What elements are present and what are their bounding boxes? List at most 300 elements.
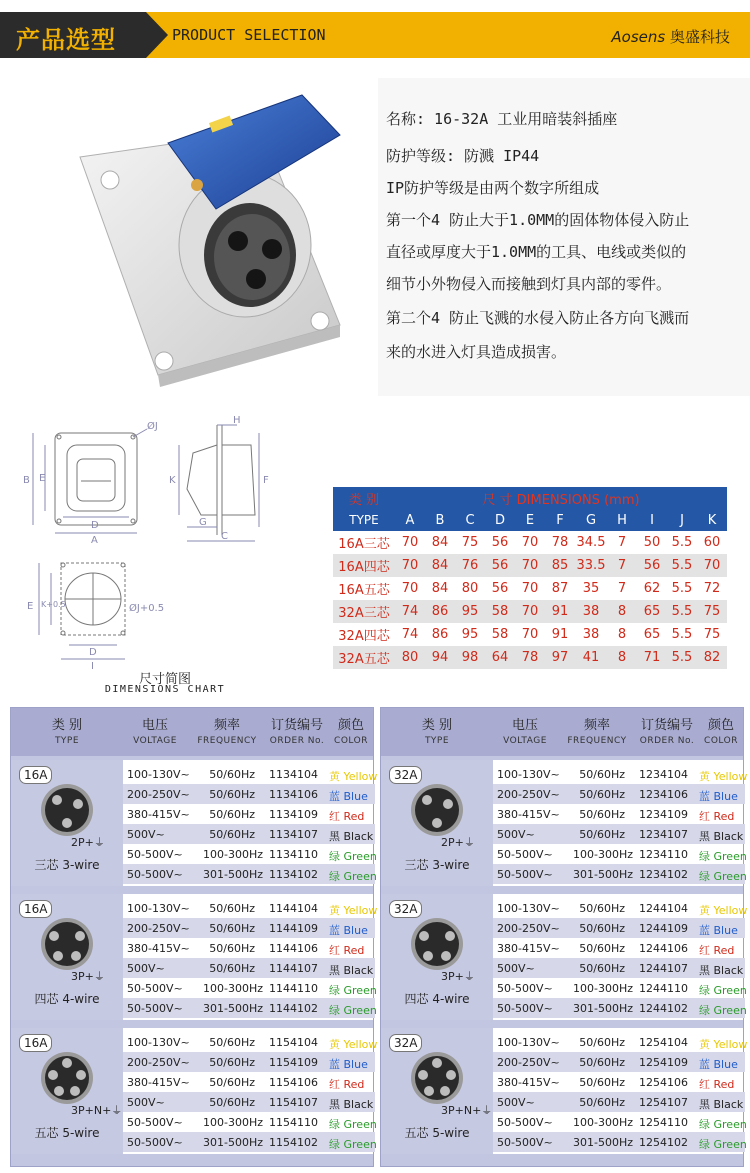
color-value: 蓝 Blue xyxy=(329,790,368,803)
dim-value: 80 xyxy=(455,577,485,600)
color-value: 黄 Yellow xyxy=(699,1038,748,1051)
dim-value: 86 xyxy=(425,600,455,623)
voltage-value: 50-500V~ xyxy=(127,1136,183,1149)
dim-row-type: 16A五芯 xyxy=(333,577,395,600)
order-number: 1234109 xyxy=(639,808,688,821)
order-number: 1154106 xyxy=(269,1076,318,1089)
order-number: 1134102 xyxy=(269,868,318,881)
header-voltage-en: VOLTAGE xyxy=(503,736,547,746)
voltage-value: 100-130V~ xyxy=(127,1036,190,1049)
color-value: 黄 Yellow xyxy=(699,904,748,917)
pin-config: 3P+N+⏚ xyxy=(441,1104,493,1117)
dim-value: 70 xyxy=(395,531,425,554)
spec-row xyxy=(493,1132,745,1152)
dim-value: 70 xyxy=(395,554,425,577)
voltage-value: 50-500V~ xyxy=(127,868,183,881)
spec-row xyxy=(123,898,378,918)
voltage-value: 500V~ xyxy=(127,828,165,841)
header-order-en: ORDER No. xyxy=(639,736,695,746)
color-value: 绿 Green xyxy=(699,1004,747,1017)
color-value: 黑 Black xyxy=(699,964,744,977)
header-frequency-cn: 频率 xyxy=(213,718,240,733)
dim-value: 5.5 xyxy=(667,623,697,646)
dim-value: 85 xyxy=(545,554,575,577)
info-line: 名称: 16-32A 工业用暗装斜插座 xyxy=(386,110,618,128)
header-order-cn: 订货编号 xyxy=(640,718,693,733)
dim-value: 97 xyxy=(545,646,575,669)
frequency-value: 50/60Hz xyxy=(209,808,255,821)
color-value: 红 Red xyxy=(329,944,365,957)
header-voltage-cn: 电压 xyxy=(511,718,538,733)
dim-value: 58 xyxy=(485,623,515,646)
dim-value: 80 xyxy=(395,646,425,669)
frequency-value: 301-500Hz xyxy=(203,1136,264,1149)
order-number: 1254106 xyxy=(639,1076,688,1089)
dim-value: 5.5 xyxy=(667,577,697,600)
info-line: 防护等级: 防溅 IP44 xyxy=(386,147,540,165)
voltage-value: 380-415V~ xyxy=(497,808,560,821)
dim-value: 86 xyxy=(425,623,455,646)
color-value: 绿 Green xyxy=(699,1118,747,1131)
spec-row xyxy=(493,978,745,998)
frequency-value: 50/60Hz xyxy=(579,1076,625,1089)
dim-label: C xyxy=(221,531,228,542)
dim-value: 76 xyxy=(455,554,485,577)
dim-column-header: J xyxy=(667,509,697,531)
color-value: 绿 Green xyxy=(699,850,747,863)
amperage-badge: 32A xyxy=(389,900,422,918)
frequency-value: 50/60Hz xyxy=(209,922,255,935)
spec-table-header xyxy=(11,708,373,756)
dim-value: 70 xyxy=(395,577,425,600)
color-value: 蓝 Blue xyxy=(699,924,738,937)
dim-column-header: I xyxy=(637,509,667,531)
header-order-cn: 订货编号 xyxy=(270,718,323,733)
spec-row xyxy=(123,864,375,884)
frequency-value: 301-500Hz xyxy=(573,1136,634,1149)
voltage-value: 100-130V~ xyxy=(127,768,190,781)
color-value: 绿 Green xyxy=(329,1004,377,1017)
dim-value: 74 xyxy=(395,600,425,623)
color-value: 黑 Black xyxy=(329,1098,374,1111)
plug-face-icon xyxy=(409,782,465,838)
frequency-value: 50/60Hz xyxy=(579,788,625,801)
info-line: 细节小外物侵入而接触到灯具内部的零件。 xyxy=(386,275,672,293)
spec-row xyxy=(493,764,748,784)
dim-value: 70 xyxy=(515,531,545,554)
dim-column-header: K xyxy=(697,509,727,531)
type-cell xyxy=(381,894,493,1020)
voltage-value: 100-130V~ xyxy=(497,768,560,781)
order-number: 1144109 xyxy=(269,922,318,935)
plug-face-icon xyxy=(39,1050,95,1106)
spec-row xyxy=(493,784,745,804)
voltage-value: 500V~ xyxy=(127,962,165,975)
pin-config: 3P+⏚ xyxy=(71,970,105,983)
order-number: 1134109 xyxy=(269,808,318,821)
voltage-value: 380-415V~ xyxy=(497,1076,560,1089)
order-number: 1144106 xyxy=(269,942,318,955)
dim-value: 56 xyxy=(485,554,515,577)
spec-row xyxy=(493,804,745,824)
dim-label: I xyxy=(91,661,94,672)
spec-row xyxy=(493,824,745,844)
dim-value: 95 xyxy=(455,623,485,646)
spec-row xyxy=(493,844,745,864)
dim-value: 82 xyxy=(697,646,727,669)
dim-column-header: G xyxy=(575,509,607,531)
wire-count: 三芯 3-wire xyxy=(404,858,470,872)
header-type-cn: 类 别 xyxy=(421,718,453,733)
dimensions-row xyxy=(333,531,727,554)
dim-row-type: 16A四芯 xyxy=(333,554,395,577)
dim-value: 87 xyxy=(545,577,575,600)
dim-value: 95 xyxy=(455,600,485,623)
plug-face-icon xyxy=(39,782,95,838)
color-value: 红 Red xyxy=(329,810,365,823)
spec-row xyxy=(493,1052,745,1072)
dimensions-table xyxy=(333,487,727,669)
dim-row-type: 32A三芯 xyxy=(333,600,395,623)
color-value: 红 Red xyxy=(329,1078,365,1091)
spec-group xyxy=(11,760,378,886)
amperage-badge: 16A xyxy=(19,766,52,784)
spec-panel-32a xyxy=(380,707,748,1167)
voltage-value: 200-250V~ xyxy=(127,788,190,801)
color-value: 红 Red xyxy=(699,1078,735,1091)
color-value: 蓝 Blue xyxy=(329,1058,368,1071)
color-value: 绿 Green xyxy=(699,870,747,883)
plug-face-icon xyxy=(39,916,95,972)
spec-group xyxy=(381,894,748,1020)
dim-value: 8 xyxy=(607,623,637,646)
color-value: 绿 Green xyxy=(699,984,747,997)
voltage-value: 380-415V~ xyxy=(127,942,190,955)
voltage-value: 100-130V~ xyxy=(497,902,560,915)
frequency-value: 301-500Hz xyxy=(573,868,634,881)
color-value: 绿 Green xyxy=(329,984,377,997)
dim-value: 84 xyxy=(425,531,455,554)
color-value: 黄 Yellow xyxy=(329,1038,378,1051)
spec-group xyxy=(11,894,378,1020)
header-title-en: PRODUCT SELECTION xyxy=(172,26,326,44)
dim-value: 64 xyxy=(485,646,515,669)
voltage-value: 200-250V~ xyxy=(127,922,190,935)
header-color-cn: 颜色 xyxy=(337,718,364,733)
order-number: 1134106 xyxy=(269,788,318,801)
dim-value: 58 xyxy=(485,600,515,623)
voltage-value: 380-415V~ xyxy=(127,808,190,821)
info-line: 来的水进入灯具造成损害。 xyxy=(386,343,567,361)
dim-value: 78 xyxy=(515,646,545,669)
dim-label: K xyxy=(169,475,176,486)
order-number: 1134104 xyxy=(269,768,318,781)
frequency-value: 100-300Hz xyxy=(203,848,264,861)
dimensions-column-row xyxy=(333,509,727,531)
type-cell xyxy=(11,894,123,1020)
amperage-badge: 16A xyxy=(19,900,52,918)
frequency-value: 50/60Hz xyxy=(579,942,625,955)
plug-face-icon xyxy=(409,1050,465,1106)
dim-label: G xyxy=(199,517,207,528)
dim-value: 75 xyxy=(455,531,485,554)
dim-value: 71 xyxy=(637,646,667,669)
frequency-value: 50/60Hz xyxy=(209,1076,255,1089)
dimensions-row xyxy=(333,600,727,623)
frequency-value: 301-500Hz xyxy=(573,1002,634,1015)
dim-value: 98 xyxy=(455,646,485,669)
dim-label: K+0.5 xyxy=(41,600,66,609)
pin-config: 2P+⏚ xyxy=(71,836,105,849)
dim-value: 78 xyxy=(545,531,575,554)
color-value: 绿 Green xyxy=(329,1118,377,1131)
order-number: 1134107 xyxy=(269,828,318,841)
dimensions-row xyxy=(333,646,727,669)
header-type-en: TYPE xyxy=(424,736,450,746)
dimensions-row xyxy=(333,623,727,646)
spec-row xyxy=(493,1032,748,1052)
spec-row xyxy=(493,864,745,884)
order-number: 1144102 xyxy=(269,1002,318,1015)
color-value: 绿 Green xyxy=(329,850,377,863)
spec-row xyxy=(123,1032,378,1052)
frequency-value: 50/60Hz xyxy=(579,902,625,915)
spec-row xyxy=(493,998,745,1018)
spec-row xyxy=(123,1132,375,1152)
dim-value: 75 xyxy=(697,600,727,623)
dim-value: 5.5 xyxy=(667,531,697,554)
dim-value: 33.5 xyxy=(575,554,607,577)
dim-value: 7 xyxy=(607,577,637,600)
info-line: 第一个4 防止大于1.0MM的固体物体侵入防止 xyxy=(386,211,690,229)
header-voltage-cn: 电压 xyxy=(141,718,168,733)
dim-value: 5.5 xyxy=(667,600,697,623)
dim-value: 56 xyxy=(485,577,515,600)
order-number: 1234107 xyxy=(639,828,688,841)
frequency-value: 50/60Hz xyxy=(209,902,255,915)
dim-label: E xyxy=(27,601,34,612)
header-frequency-en: FREQUENCY xyxy=(197,736,257,746)
order-number: 1254110 xyxy=(639,1116,688,1129)
frequency-value: 50/60Hz xyxy=(579,1056,625,1069)
voltage-value: 50-500V~ xyxy=(127,848,183,861)
amperage-badge: 32A xyxy=(389,766,422,784)
plug-face-icon xyxy=(409,916,465,972)
dimension-caption-en: DIMENSIONS CHART xyxy=(104,684,226,695)
pin-config: 3P+⏚ xyxy=(441,970,475,983)
frequency-value: 50/60Hz xyxy=(209,1096,255,1109)
order-number: 1244106 xyxy=(639,942,688,955)
spec-row xyxy=(123,1092,375,1112)
color-value: 蓝 Blue xyxy=(699,790,738,803)
header-voltage-en: VOLTAGE xyxy=(133,736,177,746)
dim-label: H xyxy=(233,415,241,426)
header-frequency-en: FREQUENCY xyxy=(567,736,627,746)
voltage-value: 100-130V~ xyxy=(127,902,190,915)
frequency-value: 50/60Hz xyxy=(579,962,625,975)
color-value: 黑 Black xyxy=(699,1098,744,1111)
dimensions-row xyxy=(333,577,727,600)
header-title-cn: 产品选型 xyxy=(16,26,116,54)
frequency-value: 50/60Hz xyxy=(579,1096,625,1109)
dim-value: 8 xyxy=(607,646,637,669)
voltage-value: 500V~ xyxy=(497,962,535,975)
color-value: 绿 Green xyxy=(329,1138,377,1151)
order-number: 1154104 xyxy=(269,1036,318,1049)
order-number: 1254104 xyxy=(639,1036,688,1049)
color-value: 绿 Green xyxy=(329,870,377,883)
order-number: 1154102 xyxy=(269,1136,318,1149)
spec-row xyxy=(123,844,375,864)
spec-row xyxy=(493,958,745,978)
spec-row xyxy=(123,1072,375,1092)
dim-value: 35 xyxy=(575,577,607,600)
voltage-value: 50-500V~ xyxy=(497,982,553,995)
voltage-value: 50-500V~ xyxy=(497,1116,553,1129)
spec-group xyxy=(11,1028,378,1154)
dim-label: ØJ xyxy=(147,421,158,432)
dim-value: 41 xyxy=(575,646,607,669)
spec-row xyxy=(123,998,375,1018)
order-number: 1154107 xyxy=(269,1096,318,1109)
dim-label: E xyxy=(39,473,46,484)
spec-row xyxy=(493,1112,745,1132)
dim-label: D xyxy=(91,520,99,531)
frequency-value: 100-300Hz xyxy=(573,982,634,995)
dim-column-header: D xyxy=(485,509,515,531)
header-type-cn: 类 别 xyxy=(51,718,83,733)
dim-column-header: B xyxy=(425,509,455,531)
frequency-value: 50/60Hz xyxy=(209,1056,255,1069)
dim-row-type: 16A三芯 xyxy=(333,531,395,554)
voltage-value: 50-500V~ xyxy=(497,848,553,861)
spec-row xyxy=(493,938,745,958)
order-number: 1244109 xyxy=(639,922,688,935)
spec-row xyxy=(123,958,375,978)
spec-row xyxy=(123,1052,375,1072)
voltage-value: 50-500V~ xyxy=(497,1136,553,1149)
header-frequency-cn: 频率 xyxy=(583,718,610,733)
spec-row xyxy=(493,918,745,938)
spec-row xyxy=(123,764,378,784)
order-number: 1234102 xyxy=(639,868,688,881)
pin-config: 2P+⏚ xyxy=(441,836,475,849)
wire-count: 三芯 3-wire xyxy=(34,858,100,872)
order-number: 1154110 xyxy=(269,1116,318,1129)
spec-row xyxy=(123,918,375,938)
dims-title: 尺 寸 DIMENSIONS (mm) xyxy=(395,487,727,509)
brand-cn: 奥盛科技 xyxy=(669,28,730,46)
frequency-value: 50/60Hz xyxy=(579,808,625,821)
order-number: 1244110 xyxy=(639,982,688,995)
brand-en: Aosens xyxy=(611,28,666,46)
voltage-value: 200-250V~ xyxy=(497,922,560,935)
dim-column-header: C xyxy=(455,509,485,531)
header-bar xyxy=(0,12,750,58)
frequency-value: 301-500Hz xyxy=(203,868,264,881)
order-number: 1244104 xyxy=(639,902,688,915)
frequency-value: 50/60Hz xyxy=(579,1036,625,1049)
color-value: 蓝 Blue xyxy=(329,924,368,937)
dim-value: 60 xyxy=(697,531,727,554)
dim-value: 56 xyxy=(485,531,515,554)
dim-value: 7 xyxy=(607,531,637,554)
info-line: IP防护等级是由两个数字所组成 xyxy=(386,179,600,197)
voltage-value: 50-500V~ xyxy=(127,982,183,995)
voltage-value: 500V~ xyxy=(127,1096,165,1109)
dim-row-type: 32A五芯 xyxy=(333,646,395,669)
header-color-cn: 颜色 xyxy=(707,718,734,733)
spec-row xyxy=(123,1112,375,1132)
header-type-en: TYPE xyxy=(54,736,80,746)
color-value: 黄 Yellow xyxy=(329,904,378,917)
voltage-value: 200-250V~ xyxy=(497,1056,560,1069)
spec-row xyxy=(123,938,375,958)
order-number: 1244102 xyxy=(639,1002,688,1015)
frequency-value: 50/60Hz xyxy=(209,828,255,841)
brand-label xyxy=(611,26,730,47)
order-number: 1234110 xyxy=(639,848,688,861)
frequency-value: 50/60Hz xyxy=(579,768,625,781)
spec-row xyxy=(493,1092,745,1112)
frequency-value: 50/60Hz xyxy=(209,942,255,955)
voltage-value: 380-415V~ xyxy=(127,1076,190,1089)
wire-count: 五芯 5-wire xyxy=(404,1126,470,1140)
color-value: 黑 Black xyxy=(329,830,374,843)
type-cell xyxy=(11,760,123,886)
dim-value: 70 xyxy=(515,577,545,600)
dim-value: 72 xyxy=(697,577,727,600)
socket-product-image xyxy=(40,75,350,395)
order-number: 1144107 xyxy=(269,962,318,975)
voltage-value: 50-500V~ xyxy=(127,1116,183,1129)
dimensions-table-header xyxy=(333,487,727,509)
dim-value: 62 xyxy=(637,577,667,600)
voltage-value: 380-415V~ xyxy=(497,942,560,955)
dimension-caption-cn: 尺寸简图 xyxy=(138,672,191,687)
spec-row xyxy=(123,978,375,998)
info-line: 直径或厚度大于1.0MM的工具、电线或类似的 xyxy=(386,243,687,261)
frequency-value: 50/60Hz xyxy=(209,962,255,975)
dim-label: ØJ+0.5 xyxy=(129,603,165,614)
frequency-value: 100-300Hz xyxy=(573,848,634,861)
voltage-value: 100-130V~ xyxy=(497,1036,560,1049)
color-value: 绿 Green xyxy=(699,1138,747,1151)
voltage-value: 50-500V~ xyxy=(497,868,553,881)
order-number: 1254109 xyxy=(639,1056,688,1069)
dim-value: 65 xyxy=(637,623,667,646)
frequency-value: 50/60Hz xyxy=(579,922,625,935)
dimensions-row xyxy=(333,554,727,577)
dim-label: B xyxy=(23,475,30,486)
frequency-value: 50/60Hz xyxy=(209,1036,255,1049)
dim-value: 70 xyxy=(515,554,545,577)
dim-column-header: F xyxy=(545,509,575,531)
order-number: 1144110 xyxy=(269,982,318,995)
type-cell xyxy=(11,1028,123,1154)
color-value: 黄 Yellow xyxy=(699,770,748,783)
wire-count: 四芯 4-wire xyxy=(34,992,100,1006)
frequency-value: 50/60Hz xyxy=(209,788,255,801)
dim-value: 38 xyxy=(575,623,607,646)
info-line: 第二个4 防止飞溅的水侵入防止各方向飞溅而 xyxy=(386,309,690,327)
dim-value: 91 xyxy=(545,623,575,646)
spec-group xyxy=(381,760,748,886)
order-number: 1244107 xyxy=(639,962,688,975)
spec-row xyxy=(493,1072,745,1092)
dim-label: A xyxy=(91,535,98,546)
voltage-value: 500V~ xyxy=(497,1096,535,1109)
